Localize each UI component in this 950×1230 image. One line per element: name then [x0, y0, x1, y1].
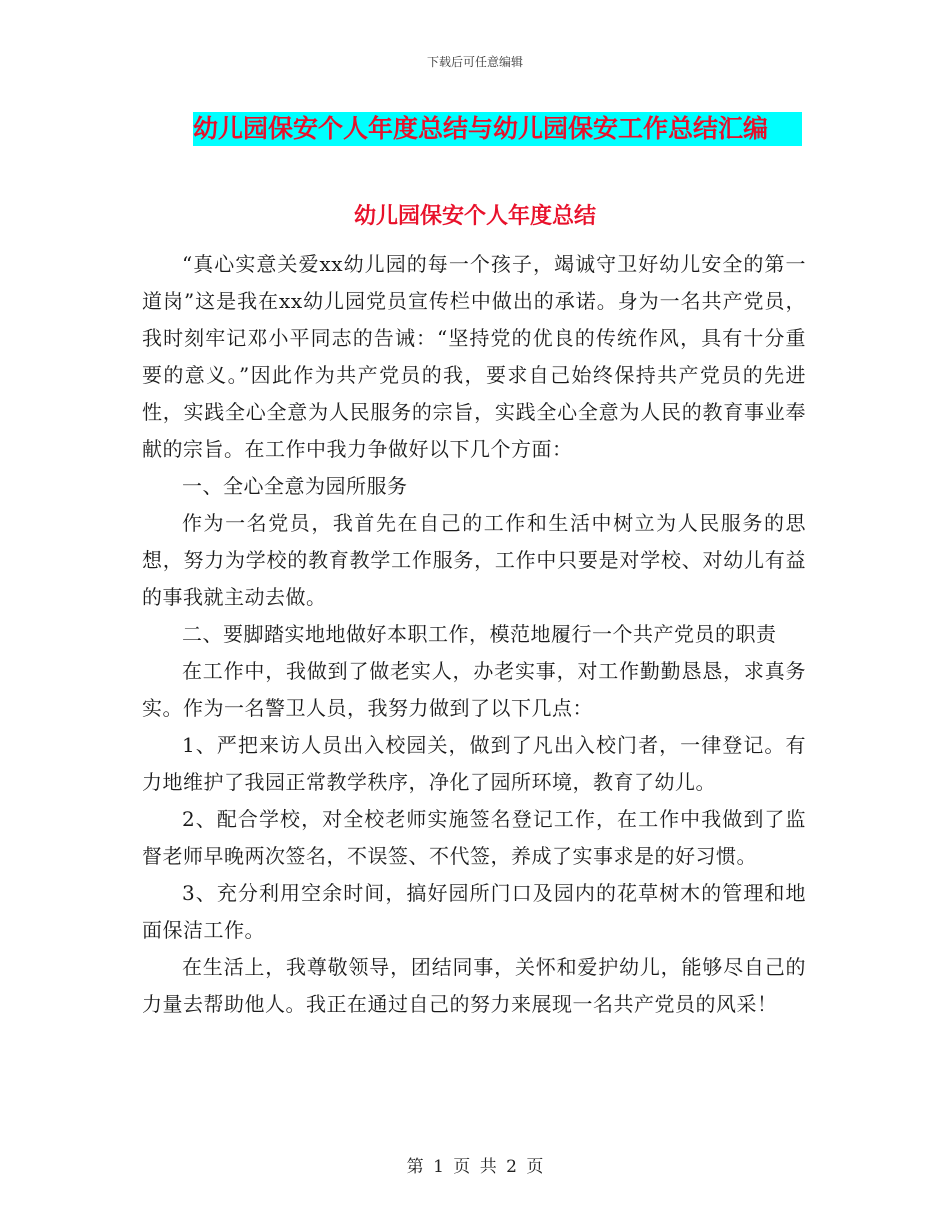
list-item: 2、配合学校，对全校老师实施签名登记工作，在工作中我做到了监督老师早晚两次签名，不误签、不代签，养成了实事求是的好习惯。 [142, 807, 806, 868]
paragraph-intro: “真心实意关爱xx幼儿园的每一个孩子，竭诚守卫好幼儿安全的第一道岗”这是我在xx幼儿园党员宣传栏中做出的承诺。身为一名共产党员，我时刻牢记邓小平同志的告诫：“坚持党的优良的传统作风，具有十分重要的意义。”因此作为共产党员的我，要求自己始终保持共产党员的先进性，实践全心全意为人民服务的宗旨，实践全心全意为人民的教育事业奉献的宗旨。在工作中我力争做好以下几个方面： [142, 252, 806, 461]
list-item: 1、严把来访人员出入校园关，做到了凡出入校门者，一律登记。有力地维护了我园正常教学秩序，净化了园所环境，教育了幼儿。 [142, 733, 806, 794]
document-title: 幼儿园保安个人年度总结与幼儿园保安工作总结汇编 [193, 112, 802, 146]
list-item: 3、充分利用空余时间，搞好园所门口及园内的花草树木的管理和地面保洁工作。 [142, 881, 806, 942]
paragraph: 在工作中，我做到了做老实人，办老实事，对工作勤勤恳恳，求真务实。作为一名警卫人员，我努力做到了以下几点： [142, 659, 806, 720]
heading-point-2: 二、要脚踏实地地做好本职工作，模范地履行一个共产党员的职责 [182, 622, 777, 646]
section-title: 幼儿园保安个人年度总结 [353, 204, 596, 229]
document-body [142, 246, 806, 1023]
paragraph: 作为一名党员，我首先在自己的工作和生活中树立为人民服务的思想，努力为学校的教育教学工作服务，工作中只要是对学校、对幼儿有益的事我就主动去做。 [142, 511, 806, 609]
page-number: 第 1 页 共 2 页 [406, 1157, 544, 1177]
page-header: 下载后可任意编辑 [426, 55, 523, 69]
paragraph-closing: 在生活上，我尊敬领导，团结同事，关怀和爱护幼儿，能够尽自己的力量去帮助他人。我正在通过自己的努力来展现一名共产党员的风采！ [142, 955, 806, 1016]
heading-point-1: 一、全心全意为园所服务 [182, 474, 408, 498]
